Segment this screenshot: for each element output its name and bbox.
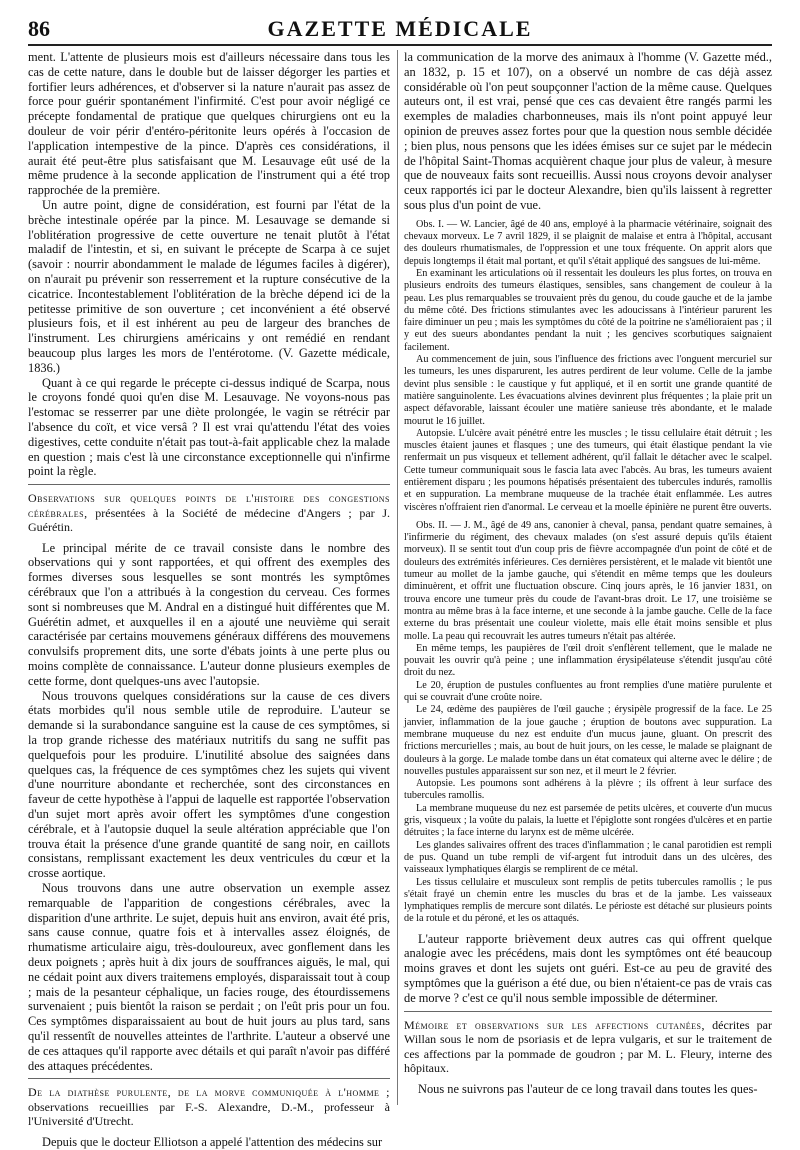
paragraph: ment. L'attente de plusieurs mois est d'ailleurs nécessaire dans tous les cas de cette nature, dans le double but de laisser dégorger les parties et fortifier leurs adhérences, et d'observer si la nature n'aurait pas assez de force pour guérir spontanément l'infirmité. C'est pour avoir négligé ce précepte fondamental de pratique que quelques chirurgiens ont eu la douleur de voir périr d'entéro-péritonite leurs opérés à l'occasion de l'application intempestive de la pince. D'après ces considérations, il aurait été peut-être plus satisfaisant que M. Lesauvage eût usé de la même prudence à la seconde application de l'instrument qui a été trop rapprochée de la première. [28,50,390,198]
paragraph: Depuis que le docteur Elliotson a appelé l'attention des médecins sur [42,1134,383,1149]
paragraph: la communication de la morve des animaux à l'homme (V. Gazette méd., an 1832, p. 15 et 107), on a observé un nombre de cas déjà assez considérable où l'on peut soupçonner l'action de la même cause. Quelques auteurs ont, il est vrai, pensé que ces cas devaient être rangés parmi les exemples de maladies charbonneuses, mais ils n'ont point appuyé leur opinion de preuves assez fortes pour que la question nous semble décidée ; bien plus, nous pensons que les idées émises sur ce sujet par le médecin de l'hôpital Saint-Thomas acquièrent chaque jour plus de valeur, à mesure que de nouveaux faits sont recueillis. Aussi nous croyons devoir analyser ceux rapportés ici par le docteur Alexandre, bien qu'ils laissent à regretter sous plus d'un point de vue. [404,50,772,212]
paragraph: Le principal mérite de ce travail consiste dans le nombre des observations qui y sont rapportées, et qui offrent des exemples des formes diverses sous lesquelles se sont montrés les symptômes cérébraux que l'on a attribués à la congestion du cerveau. Ces formes sont si nombreuses que M. Andral en a distingué huit différentes que M. Guérétin admet, et auxquelles il en a ajouté une neuvième qui serait caractérisée par certains mouvemens généraux différens des mouvemens convulsifs proprement dits, une sorte d'ébats joints à une perte plus ou moins complète de connaissance. L'auteur donne plusieurs exemples de cette forme, dont quelques-uns avec l'autopsie. [28,540,390,688]
observation-paragraph: Autopsie. L'ulcère avait pénétré entre les muscles ; le tissu cellulaire était détruit ; les muscles étaient jaunes et flasques ; une des tumeurs, qui était élastique pendant la vie renfermait un pus visqueux et tellement adhérent, qu'il fallait le détacher avec le scalpel. Cette tumeur communiquait sous le fascia lata avec l'abcès. Au bras, les tumeurs avaient entièrement disparu ; les poumons hépatisés présentaient des tubercules indurés, ramollis et en suppuration. La membrane muqueuse de la trachée était enflammée. Les autres viscères n'offraient rien d'anormal. Le cerveau et la moelle épinière ne purent être ouverts. [404,427,772,513]
article-title: Mémoire et observations sur les affections cutanées, [404,1017,705,1032]
page-header [28,14,772,46]
left-column [28,50,390,1149]
paragraph: Un autre point, digne de considération, est fourni par l'état de la brèche intestinale opérée par la pince. M. Lesauvage se demande si l'oblitération progressive de cette ouverture ne tenait plutôt à l'état maladif de l'intestin, et si, en suivant le précepte de Scarpa à ce sujet (savoir : nourrir abondamment le malade de légumes faciles à digérer), on n'aurait pu prévenir son resserrement et la rupture consécutive de la cicatrice. Incontestablement l'oblitération de la brèche dépend ici de la petitesse primitive de son ouverture ; cet inconvénient a été observé plusieurs fois, et il est inhérent au peu de largeur des branches de l'instrument. Les chirurgiens américains y ont remédié en rendant beaucoup plus larges les mors de l'entérotome. (V. Gazette médicale, 1836.) [28,197,390,375]
article-byline: observations recueillies par F.-S. Alexandre, D.-M., professeur à l'Université d'Utrecht. [28,1099,390,1129]
article-byline: décrites par Willan sous le nom de psoriasis et de lepra vulgaris, et sur le traitement de ces affections par la pommade de goudron ; par M. L. Fleury, interne des hôpitaux. [404,1017,772,1076]
article-title: Observations sur quelques points de l'histoire des congestions cérébrales, [28,491,390,520]
paragraph: Nous ne suivrons pas l'auteur de ce long travail dans toutes les ques- [418,1081,758,1096]
observation-paragraph: Autopsie. Les poumons sont adhérens à la plèvre ; ils offrent à leur surface des tubercules ramollis. [404,778,772,802]
observation-paragraph: En examinant les articulations où il ressentait les douleurs les plus fortes, on trouva en plusieurs endroits des tumeurs élastiques, sensibles, sans changement de couleur à la peau. Les plus remarquables se trouvaient près du genou, du coude gauche et de la jambe du même côté. Des frictions stimulantes avec les adoucissans à l'intérieur parurent les faire diminuer un peu ; mais les symptômes du côté de la poitrine ne s'amélioraient pas ; il y eut des sueurs abondantes pendant la nuit ; les gencives scorbutiques saignaient facilement. [404,267,772,353]
section-divider [28,1078,390,1079]
article-heading [404,1018,772,1076]
article-title: De la diathèse purulente, de la morve communiquée à l'homme ; [28,1085,390,1100]
observation-paragraph: En même temps, les paupières de l'œil droit s'enflèrent tellement, que le malade ne pouvait les ouvrir qu'à peine ; une inflammation érysipélateuse s'étendit jusqu'au côté droit du nez. [404,642,772,679]
observation-paragraph: Les glandes salivaires offrent des traces d'inflammation ; le canal parotidien est rempli de pus. Quand un tube rempli de vif-argent fut introduit dans un des ulcères, des vaisseaux lymphatiques élargis se remplirent de ce métal. [404,839,772,876]
observation-paragraph: Obs. I. — W. Lancier, âgé de 40 ans, employé à la pharmacie vétérinaire, soignait des chevaux morveux. Le 7 avril 1829, il se plaignit de malaise et entra à l'hôpital, accusant des douleurs rhumatismales, de l'oppression et une toux fréquente. On apprit alors que depuis longtemps il était mal portant, et qu'il s'était appliqué des sangsues de lui-même. [404,218,772,267]
article-byline: présentées à la Société de médecine d'Angers ; par J. Guérétin. [28,505,390,535]
observation-paragraph: La membrane muqueuse du nez est parsemée de petits ulcères, et couverte d'un mucus gris, visqueux ; la voûte du palais, la luette et l'épiglotte sont rongées d'ulcères et en partie détruites ; la face interne du larynx est de même ulcérée. [404,802,772,839]
column-divider [397,50,398,1105]
observation-paragraph: Au commencement de juin, sous l'influence des frictions avec l'onguent mercuriel sur les tumeurs, les unes disparurent, les autres perdirent de leur volume. Celle de la jambe devint plus sensible : le caustique y fut appliqué, et il en sortit une grande quantité de matière sanguinolente. Les évacuations alvines devinrent plus fréquentes ; la plaie prit un aspect défavorable, laissant écouler une matière sanieuse très abondante, et le malade mourut le 16 juillet. [404,354,772,427]
right-column [404,50,772,1110]
journal-title: GAZETTE MÉDICALE [267,16,533,41]
page-number: 86 [28,16,50,41]
observation-paragraph: Le 20, éruption de pustules confluentes au front remplies d'une matière purulente et qui se couvrait d'une croûte noire. [404,679,772,704]
paragraph: Quant à ce qui regarde le précepte ci-dessus indiqué de Scarpa, nous le croyons fondé quoi qu'en dise M. Lesauvage. Ne voyons-nous pas l'estomac se resserrer par une diète prolongée, le vagin se rétrécir par l'absence du coït, et vice versâ ? Il est vrai qu'attendu l'état des voies digestives, cette conduite n'était pas tout-à-fait applicable chez la malade en question ; mais c'est là une circonstance exceptionnelle qui n'infirme point la règle. [28,375,390,479]
paragraph: L'auteur rapporte brièvement deux autres cas qui offrent quelque analogie avec les précédens, mais dont les symptômes ont été beaucoup moins graves et dont les sujets ont guéri. Est-ce au peu de gravité des symptômes que la guérison a été due, ou bien n'étaient-ce pas de vrais cas de morve ? c'est ce qu'il nous semble impossible de déterminer. [404,931,772,1005]
observation-paragraph: Les tissus cellulaire et musculeux sont remplis de petits tubercules ramollis ; le pus s'était frayé un chemin entre les muscles du bras et de la jambe. Les vaisseaux lymphatiques remplis de mercure sont dilatés. Le périoste est détaché sur plusieurs points de la rotule et du péroné, et les os attaqués. [404,876,772,925]
paragraph: Nous trouvons quelques considérations sur la cause de ces divers états morbides qu'il nous semble utile de reproduire. L'auteur se demande si la surabondance sanguine est la cause de ces symptômes, si la trop grande richesse des matériaux nutritifs du sang ne suffit pas quelquefois pour les produire. L'inutilité absolue des saignées dans quelques cas, la fréquence de ces symptômes chez les sujets qui vivent d'une nourriture abondante et recherchée, sont des circonstances en faveur de cette hypothèse à l'appui de laquelle est rapportée l'observation d'un sujet mort après avoir offert les symptômes d'une congestion cérébrale, et à l'autopsie duquel la seule altération appréciable que l'on trouva était la présence d'une grande quantité de sang noir, en caillots consistans, remplissant exactement les deux ventricules du cœur et la crosse aortique. [28,688,390,881]
article-heading [28,1085,390,1129]
paragraph: Nous trouvons dans une autre observation un exemple assez remarquable de l'apparition de congestions cérébrales, avec la disparition d'une arthrite. Le sujet, depuis huit ans environ, avait été pris, sans cause connue, quatre fois et à intervalles assez éloignés, de rhumatisme articulaire aigu, très-douloureux, avec gonflement dans les deux poignets ; après huit à dix jours de souffrances aiguës, le mal, qui ne cédait point aux divers traitemens employés, disparaissait tout à coup ; mais de la pesanteur céphalique, un facies rouge, des étourdissemens survenaient ; puis bientôt la raison se perdait ; on l'eût pris pour un fou. Ces symptômes disparaissaient au bout de huit jours au plus tard, sans qu'il ressentît de nouvelles atteintes de l'arthrite. L'auteur a observé une de ces attaques qu'il rapporte avec détails et qui paraît n'avoir pas différé des attaques précédentes. [28,880,390,1073]
article-heading [28,491,390,535]
section-divider [28,484,390,485]
observation-paragraph: Le 24, œdème des paupières de l'œil gauche ; érysipèle progressif de la face. Le 25 janvier, inflammation de la joue gauche ; éruption de boutons avec suppuration. La membrane muqueuse du nez est enduite d'un mucus jaune, gluant. On prescrit des frictions mercurielles ; mais, au bout de huit jours, on les cesse, le malade se plaignant de douleurs à la gorge. Le malade tombe dans un état comateux qui alterne avec le délire ; de nouvelles pustules apparaissent sur son nez, et il meurt le 2 février. [404,704,772,777]
observation-paragraph: Obs. II. — J. M., âgé de 49 ans, canonier à cheval, pansa, pendant quatre semaines, à l'infirmerie du régiment, des chevaux malades (on s'est assuré depuis qu'ils étaient morveux). Il se sentit tout d'un coup pris de fièvre accompagnée d'un point de côté et de douleurs des extrémités inférieures. Ces dernières persistèrent, et le malade vit bientôt une tumeur au mollet de la jambe gauche, qui s'étendit en même temps que les douleurs diminuèrent, et offrit une fluctuation obscure. Cinq jours après, le 16 janvier 1831, on trouva encore une tumeur près du coude de l'avant-bras droit. Le 17, une troisième se montra au même bras à la face interne, et une seconde à la jambe gauche. Celle de la face externe du bras présentait une couleur violette, mais elle était moins sensible et plus molle. La peau qui recouvrait les autres tumeurs n'était pas altérée. [404,519,772,642]
section-divider [404,1011,772,1012]
